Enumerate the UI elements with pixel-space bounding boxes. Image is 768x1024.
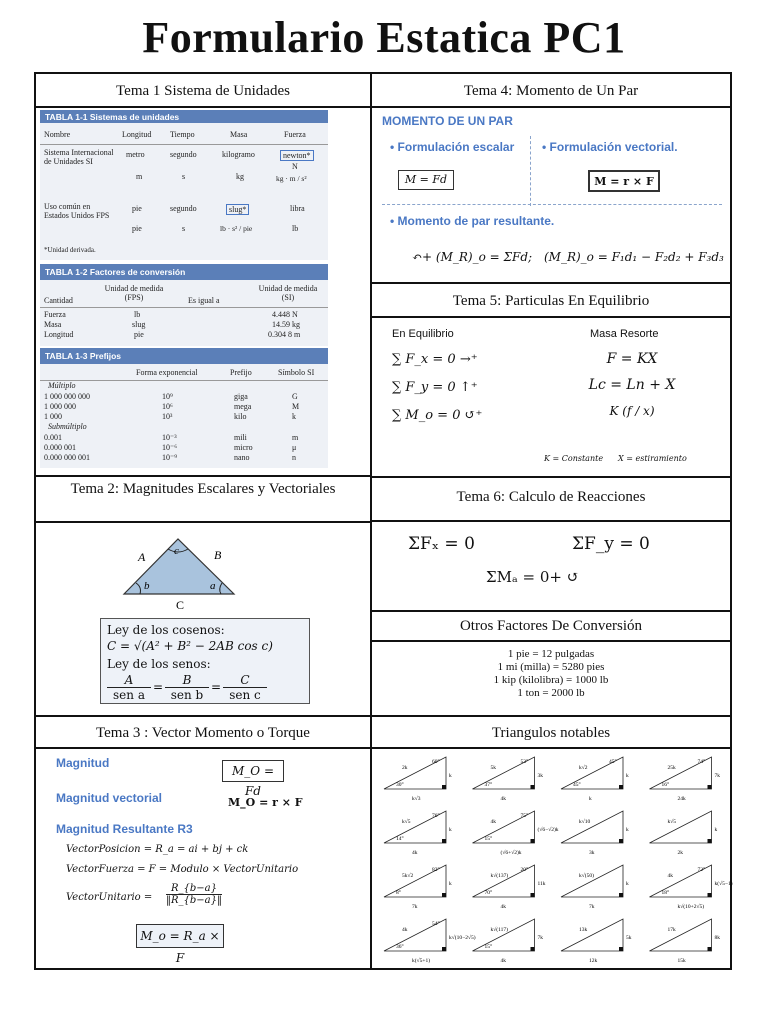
prefix-name: mega xyxy=(234,402,252,411)
eq-fkx: F = KX xyxy=(606,351,658,367)
right-angle-mark xyxy=(619,839,623,843)
eq-k: K (f / x) xyxy=(609,404,655,418)
conversion-lines xyxy=(372,648,730,700)
prefix-exp: 10⁻⁶ xyxy=(162,443,178,452)
side-label: k(√5−1) xyxy=(714,881,733,887)
base-label: 12k xyxy=(589,958,598,964)
conv-si: 4.448 N xyxy=(272,310,298,319)
prefix-value: 1 000 xyxy=(44,412,62,421)
base-label: 7k xyxy=(412,904,418,910)
notable-triangle xyxy=(384,919,476,964)
notable-triangle xyxy=(561,919,632,964)
tema2-header: Tema 2: Magnitudes Escalares y Vectoriales xyxy=(70,481,336,497)
fuerza-formula: VectorFuerza = F = Modulo × VectorUnitario xyxy=(66,864,299,875)
si-n: N xyxy=(292,162,298,171)
unitario-num: R_{b−a} xyxy=(166,883,222,895)
bottom-angle-label: 15° xyxy=(484,836,493,842)
conv-line-pie: 1 pie = 12 pulgadas xyxy=(507,648,595,660)
vectorial-label: Magnitud vectorial xyxy=(56,791,163,805)
prefix-symbol: G xyxy=(292,392,298,401)
hyp-label: k√(117) xyxy=(490,927,508,933)
units-table-header xyxy=(44,130,324,142)
right-angle-mark xyxy=(531,893,535,897)
si-fuerza: newton* xyxy=(280,150,314,161)
prefix-exp: 10⁻⁹ xyxy=(162,453,178,462)
right-angle-mark xyxy=(531,785,535,789)
si-unit: kg · m / s² xyxy=(276,174,307,183)
momento-final-formula: M_o = R_a × F xyxy=(136,924,224,948)
vectorial-formula: M_O = r × F xyxy=(228,796,303,809)
right-angle-mark xyxy=(531,839,535,843)
hyp-label: 4k xyxy=(667,873,673,879)
notable-triangle xyxy=(473,865,546,910)
vectorial-text: Formulación vectorial. xyxy=(549,140,678,154)
units-table xyxy=(40,110,328,260)
resorte-label: Masa Resorte xyxy=(590,328,659,340)
hyp-label: 5k xyxy=(490,765,496,771)
tema5-header: Tema 5: Particulas En Equilibrio xyxy=(372,284,730,318)
prefix-name: giga xyxy=(234,392,248,401)
posicion-formula: VectorPosicion = R_a = ai + bj + ck xyxy=(66,844,249,855)
side-label: k xyxy=(626,773,629,779)
side-label: k xyxy=(449,881,452,887)
notable-triangle xyxy=(650,865,733,910)
col-simbolo: Símbolo SI xyxy=(278,368,315,377)
base-label: k√(10+2√5) xyxy=(677,904,705,910)
conv-cantidad: Longitud xyxy=(44,330,74,339)
eq-mo: ∑ M_o = 0 ↺⁺ xyxy=(392,408,483,423)
hyp-label: k√2 xyxy=(579,765,588,771)
hyp-label: 17k xyxy=(667,927,676,933)
dashed-divider xyxy=(530,136,531,206)
unitario-lhs: VectorUnitario = xyxy=(66,892,153,903)
us-name: Uso común en Estados Unidos FPS xyxy=(44,202,110,220)
base-label: k√3 xyxy=(412,796,421,802)
triangle-shape xyxy=(473,919,535,951)
prefix-symbol: μ xyxy=(292,443,297,452)
magnitud-label: Magnitud xyxy=(56,756,110,770)
escalar-text: Formulación escalar xyxy=(397,140,515,154)
conv-line-kip: 1 kip (kilolibra) = 1000 lb xyxy=(493,674,609,686)
prefix-symbol: M xyxy=(292,402,300,411)
hyp-label: 5k√2 xyxy=(402,873,414,879)
top-angle-label: 54° xyxy=(432,921,440,927)
unitario-den: ‖R_{b−a}‖ xyxy=(166,895,222,906)
sen-den-c: sen c xyxy=(229,688,261,702)
base-label: 7k xyxy=(589,904,595,910)
prefix-name: micro xyxy=(234,443,253,452)
formula-sheet xyxy=(34,72,732,970)
right-angle-mark xyxy=(619,947,623,951)
top-angle-label: 82° xyxy=(432,867,440,873)
top-angle-label: 20° xyxy=(520,867,529,873)
si-m: m xyxy=(136,172,143,181)
si-masa: kilogramo xyxy=(222,150,255,159)
resultante-eq2: (M_R)_o = F₁d₁ − F₂d₂ + F₃d₃ xyxy=(544,250,724,264)
us-masa: slug* xyxy=(226,204,249,215)
si-tiempo: segundo xyxy=(170,150,197,159)
conv-row-fuerza xyxy=(44,310,324,319)
side-label: 5k xyxy=(626,935,632,941)
us-longitud: pie xyxy=(132,204,142,213)
notable-triangle xyxy=(650,811,718,856)
prefix-symbol: n xyxy=(292,453,296,462)
base-label: 15k xyxy=(677,958,686,964)
prefix-table-title: TABLA 1-3 Prefijos xyxy=(40,348,328,364)
right-angle-mark xyxy=(442,893,446,897)
side-label: k xyxy=(449,827,452,833)
bottom-angle-label: 8° xyxy=(396,890,401,896)
col-nombre: Nombre xyxy=(44,130,71,139)
right-angle-mark xyxy=(708,785,712,789)
bottom-angle-label: 18° xyxy=(661,890,670,896)
sen-num-b: B xyxy=(165,673,209,688)
hyp-label: k√5 xyxy=(667,819,677,825)
conv-cantidad: Fuerza xyxy=(44,310,66,319)
si-kg: kg xyxy=(236,172,244,181)
base-label: 4k xyxy=(412,850,418,856)
prefix-value: 0.000 000 001 xyxy=(44,453,90,462)
notable-triangle xyxy=(561,757,629,802)
prefix-symbol: k xyxy=(292,412,296,421)
hyp-label: 4k xyxy=(490,819,496,825)
angle-b: b xyxy=(144,580,150,592)
top-angle-label: 60° xyxy=(432,759,440,765)
sen-den-a: sen a xyxy=(113,688,145,702)
conv-cantidad: Masa xyxy=(44,320,62,329)
cos-law-formula: C = √(A² + B² − 2AB cos c) xyxy=(107,639,273,653)
submultiplo-label: Submúltiplo xyxy=(48,422,87,431)
notable-triangle xyxy=(473,811,559,856)
sen-den-b: sen b xyxy=(170,688,204,702)
conv-row-longitud xyxy=(44,330,324,339)
eq-sum-fx: ΣFₓ = 0 xyxy=(408,534,475,554)
resultante-par-label: • Momento de par resultante. xyxy=(390,214,555,228)
bottom-angle-label: 36° xyxy=(396,944,404,950)
notable-triangle xyxy=(473,757,544,802)
units-note: *Unidad derivada. xyxy=(44,246,96,254)
k-legend: K = Constante xyxy=(544,454,604,463)
bottom-angle-label: 37° xyxy=(484,782,493,788)
si-s: s xyxy=(182,172,186,181)
right-angle-mark xyxy=(619,893,623,897)
side-label: k√(10−2√5) xyxy=(449,935,476,941)
right-angle-mark xyxy=(708,839,712,843)
prefix-exp: 10⁻³ xyxy=(162,433,177,442)
base-label: k(√5+1) xyxy=(412,958,431,964)
magnitud-formula: M_O = Fd xyxy=(222,760,284,782)
escalar-formula: M = Fd xyxy=(398,170,454,190)
right-angle-mark xyxy=(708,893,712,897)
us-tiempo: segundo xyxy=(170,204,197,213)
notable-triangle xyxy=(650,919,721,964)
us-slug-unit: lb · s² / pie xyxy=(220,224,253,233)
x-legend: X = estiramiento xyxy=(618,454,687,463)
bottom-angle-label: 70° xyxy=(484,890,493,896)
us-lb: lb xyxy=(292,224,299,233)
units-table-title: TABLA 1-1 Sistemas de unidades xyxy=(40,110,328,123)
base-label: k xyxy=(589,796,592,802)
angle-c: c xyxy=(174,545,179,557)
resultante-eq1: ↶+ (M_R)_o = ΣFd; xyxy=(412,250,533,264)
right-angle-mark xyxy=(531,947,535,951)
notable-triangle xyxy=(561,865,629,910)
us-s: s xyxy=(182,224,186,233)
divider xyxy=(36,521,370,523)
sen-num-a: A xyxy=(107,673,151,688)
resultante-label: Magnitud Resultante R3 xyxy=(56,822,193,836)
tema1-header: Tema 1 Sistema de Unidades xyxy=(36,74,370,108)
eq-sum-ma: ΣMₐ = 0+ ↺ xyxy=(486,568,580,586)
equilibrio-eqs xyxy=(392,346,482,430)
side-label: k xyxy=(714,827,718,833)
multiplo-label: Múltiplo xyxy=(48,381,76,390)
top-angle-label: 45° xyxy=(609,759,617,765)
prefix-name: nano xyxy=(234,453,250,462)
tema6-header: Tema 6: Calculo de Reacciones xyxy=(372,478,730,522)
tema4-header: Tema 4: Momento de Un Par xyxy=(372,74,730,108)
triangle-diagram xyxy=(106,529,266,615)
eq-sum-fy: ΣF_y = 0 xyxy=(572,534,650,554)
us-fuerza: libra xyxy=(290,204,305,213)
label-A: A xyxy=(138,550,146,564)
eq-fx: ∑ F_x = 0 →⁺ xyxy=(392,352,478,367)
notable-triangle xyxy=(473,919,544,964)
conv-line-ton: 1 ton = 2000 lb xyxy=(517,687,585,699)
conv-row-masa xyxy=(44,320,324,329)
sen-law-label: Ley de los senos: xyxy=(107,657,211,671)
hyp-label: k√(50) xyxy=(579,873,594,879)
page-title: Formulario Estatica PC1 xyxy=(142,13,626,62)
side-label: k xyxy=(449,773,452,779)
notable-triangle xyxy=(650,757,721,802)
equilibrio-label: En Equilibrio xyxy=(392,328,454,340)
base-label: 2k xyxy=(677,850,683,856)
escalar-label: • Formulación escalar xyxy=(390,140,515,154)
conv-col-fps: Unidad de medida (FPS) xyxy=(104,284,164,302)
base-label: 3k xyxy=(589,850,595,856)
angle-a: a xyxy=(210,580,216,592)
base-label: 24k xyxy=(677,796,686,802)
side-label: 11k xyxy=(537,881,546,887)
prefix-exp: 10⁶ xyxy=(162,402,173,411)
side-label: (√6−√2)k xyxy=(537,827,559,833)
col-exponencial: Forma exponencial xyxy=(136,368,198,377)
conv-si: 14.59 kg xyxy=(272,320,300,329)
conv-fps: pie xyxy=(134,330,144,339)
triangle-shape xyxy=(561,919,623,951)
conversion-table-title: TABLA 1-2 Factores de conversión xyxy=(40,264,328,280)
prefix-value: 1 000 000 xyxy=(44,402,76,411)
dashed-divider xyxy=(382,204,722,205)
side-label: 3k xyxy=(537,773,543,779)
bottom-angle-label: 16° xyxy=(661,782,670,788)
conv-fps: lb xyxy=(134,310,141,319)
col-prefijo: Prefijo xyxy=(230,368,252,377)
base-label: (√6+√2)k xyxy=(500,850,522,856)
tema3-header: Tema 3 : Vector Momento o Torque xyxy=(36,717,370,749)
base-label: 4k xyxy=(500,958,506,964)
base-label: 4k xyxy=(500,796,506,802)
top-angle-label: 72° xyxy=(697,867,706,873)
right-angle-mark xyxy=(442,785,446,789)
conv-col-si: Unidad de medida (SI) xyxy=(258,284,318,302)
side-label: 7k xyxy=(714,773,720,779)
notable-triangle xyxy=(384,865,452,910)
side-label: 8k xyxy=(714,935,720,941)
conv-col-cantidad: Cantidad xyxy=(44,296,73,305)
conv-line-milla: 1 mi (milla) = 5280 pies xyxy=(497,661,605,673)
right-angle-mark xyxy=(619,785,623,789)
conversion-header: Otros Factores De Conversión xyxy=(372,612,730,642)
triangle-shape xyxy=(650,919,712,951)
bottom-angle-label: 14° xyxy=(396,836,404,842)
side-label: 7k xyxy=(537,935,543,941)
prefix-exp: 10³ xyxy=(162,412,173,421)
prefix-symbol: m xyxy=(292,433,299,442)
hyp-label: 25k xyxy=(667,765,676,771)
conversion-table xyxy=(40,264,328,346)
top-angle-label: 76° xyxy=(432,813,440,819)
conv-fps: slug xyxy=(132,320,146,329)
top-angle-label: 53° xyxy=(520,759,529,765)
hyp-label: k√(137) xyxy=(490,873,509,879)
triangle-shape xyxy=(650,811,712,843)
vectorial-par-formula: M = r × F xyxy=(588,170,660,192)
notable-triangle xyxy=(384,811,452,856)
right-angle-mark xyxy=(442,947,446,951)
side-label: k xyxy=(626,827,629,833)
hyp-label: k√5 xyxy=(402,819,411,825)
bottom-angle-label: 30° xyxy=(396,782,404,788)
col-masa: Masa xyxy=(230,130,248,139)
prefix-value: 1 000 000 000 xyxy=(44,392,90,401)
side-label: k xyxy=(626,881,629,887)
conv-si: 0.304 8 m xyxy=(268,330,301,339)
top-angle-label: 75° xyxy=(520,813,529,819)
resorte-eqs xyxy=(572,346,692,424)
triangulos-header: Triangulos notables xyxy=(372,717,730,749)
sen-num-c: C xyxy=(223,673,267,688)
right-angle-mark xyxy=(708,947,712,951)
notable-triangle xyxy=(561,811,629,856)
bottom-angle-label: 15° xyxy=(484,944,493,950)
col-fuerza: Fuerza xyxy=(284,130,306,139)
eq-fy: ∑ F_y = 0 ↑⁺ xyxy=(392,380,478,395)
momento-par-title: MOMENTO DE UN PAR xyxy=(382,114,513,128)
hyp-label: 2k xyxy=(402,765,408,771)
prefix-name: kilo xyxy=(234,412,247,421)
prefix-value: 0.000 001 xyxy=(44,443,76,452)
label-C: C xyxy=(176,598,185,612)
triangle-shape xyxy=(561,865,623,897)
label-B: B xyxy=(214,548,222,562)
prefix-exp: 10⁹ xyxy=(162,392,173,401)
bottom-angle-label: 45° xyxy=(573,782,581,788)
vectorial-par-label: • Formulación vectorial. xyxy=(542,140,678,154)
si-longitud: metro xyxy=(126,150,145,159)
prefix-value: 0.001 xyxy=(44,433,62,442)
notable-triangle xyxy=(384,757,452,802)
laws-box: Ley de los cosenos: C = √(A² + B² − 2AB cos c) Ley de los senos: A sen a = B sen b = C sen c xyxy=(100,618,310,704)
col-tiempo: Tiempo xyxy=(170,130,195,139)
hyp-label: 4k xyxy=(402,927,408,933)
eq-lc: Lc = Ln + X xyxy=(588,377,676,393)
base-label: 4k xyxy=(500,904,506,910)
triangulos-grid xyxy=(374,751,733,967)
right-angle-mark xyxy=(442,839,446,843)
col-longitud: Longitud xyxy=(122,130,152,139)
conv-col-igual: Es igual a xyxy=(188,296,220,305)
resultante-text: Momento de par resultante. xyxy=(397,214,555,228)
hyp-label: k√10 xyxy=(579,819,591,825)
prefix-table xyxy=(40,348,328,468)
prefix-name: mili xyxy=(234,433,247,442)
triangle-shape xyxy=(561,811,623,843)
hyp-label: 13k xyxy=(579,927,588,933)
us-pie: pie xyxy=(132,224,142,233)
si-name: Sistema Internacional de Unidades SI xyxy=(44,148,114,166)
cos-law-label: Ley de los cosenos: xyxy=(107,623,225,637)
top-angle-label: 74° xyxy=(697,759,706,765)
